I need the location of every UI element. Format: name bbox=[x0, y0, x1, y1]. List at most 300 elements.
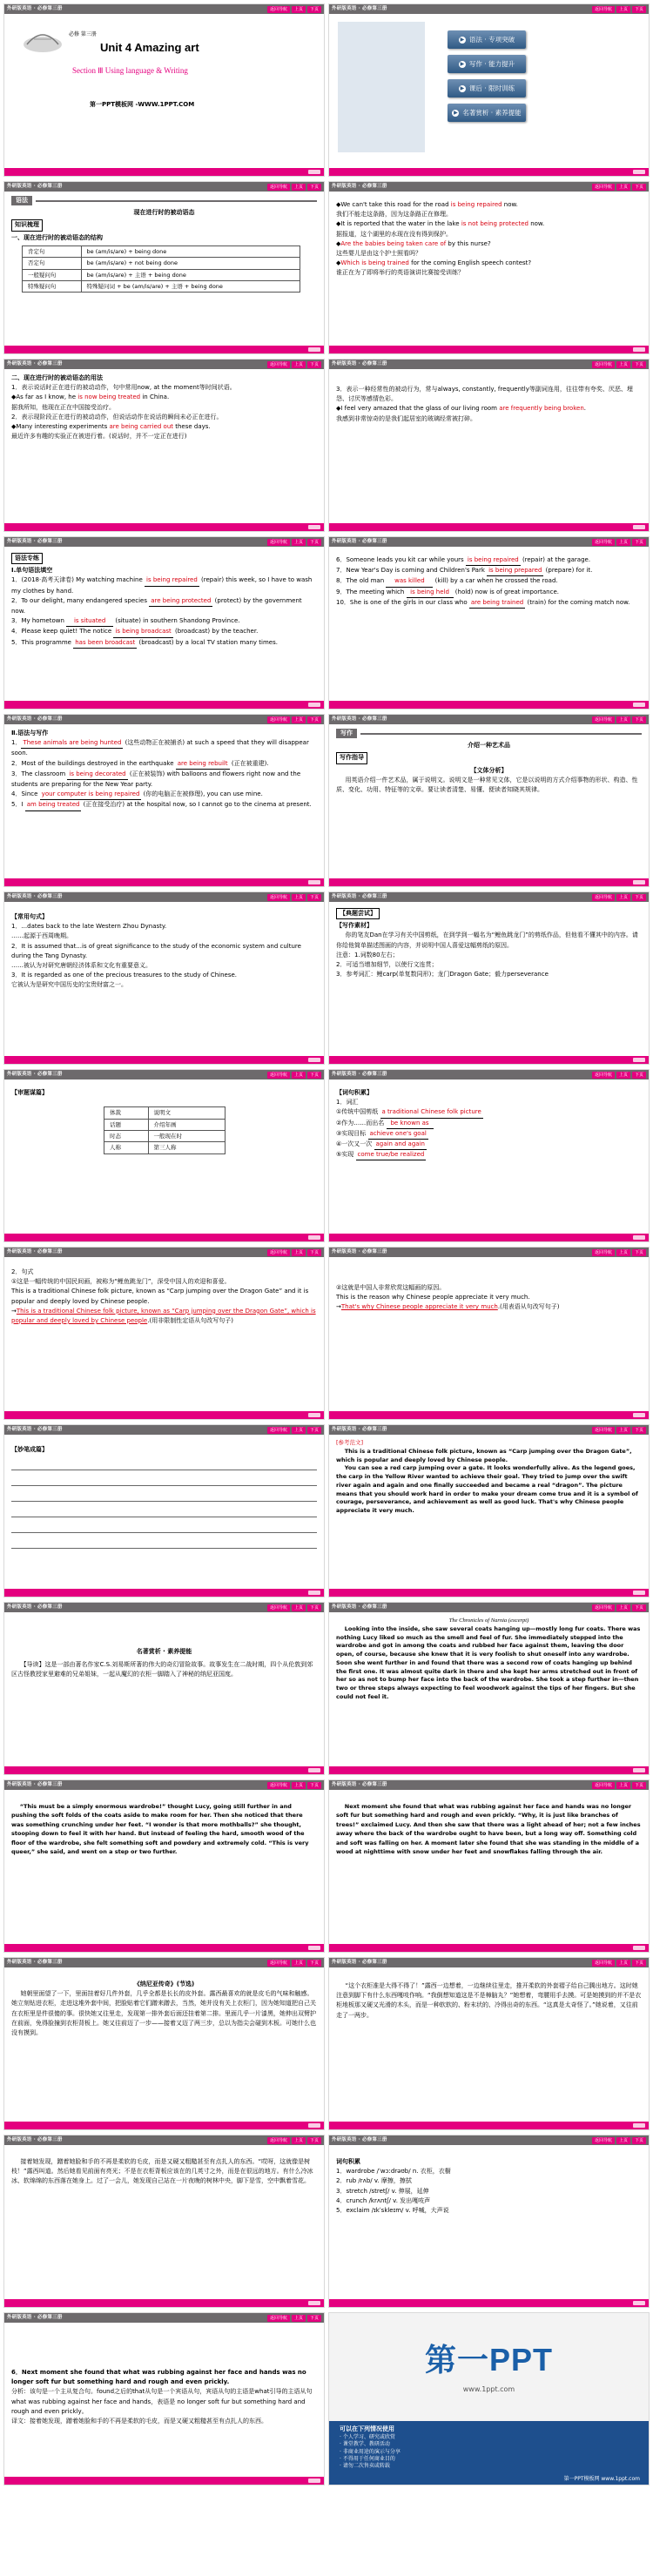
bottom-bar bbox=[329, 523, 649, 531]
menu-practice[interactable] bbox=[448, 79, 526, 98]
prev-page-button[interactable]: 上页 bbox=[292, 539, 306, 546]
usage-point: 2．表示现阶段正在进行的被动动作，但说话动作在说话的瞬间未必正在进行。 bbox=[11, 413, 223, 420]
back-nav-button[interactable]: 返回导航 bbox=[592, 1249, 615, 1256]
usage-line: · 课堂教学、教研活动 bbox=[340, 2441, 390, 2448]
tip-label: [参考范文] bbox=[336, 1439, 364, 1446]
bottom-stripe bbox=[633, 1413, 645, 1417]
top-bar bbox=[329, 537, 649, 547]
text: ◆I feel very amazed that the glass of our living room bbox=[336, 405, 500, 413]
next-page-button[interactable]: 下页 bbox=[632, 1960, 646, 1967]
bottom-bar bbox=[4, 878, 324, 886]
slide-exercise-2 bbox=[328, 536, 650, 710]
heading: Ⅰ.单句语法填空 bbox=[11, 567, 53, 575]
bottom-stripe bbox=[633, 525, 645, 529]
prev-page-button[interactable]: 上页 bbox=[292, 1960, 306, 1967]
prev-page-button[interactable]: 上页 bbox=[292, 716, 306, 723]
bottom-stripe bbox=[633, 1235, 645, 1240]
header-title: 外研版英语 · 必修第三册 bbox=[332, 1782, 387, 1788]
word-item: 1．wardrobe /ˈwɔːdrəʊb/ n. 衣柜，衣橱 bbox=[336, 2168, 451, 2176]
text: (kill) by a car when he crossed the road. bbox=[433, 577, 558, 585]
next-page-button[interactable]: 下页 bbox=[307, 894, 321, 901]
header-title: 外研版英语 · 必修第三册 bbox=[7, 894, 63, 900]
slide-sentence-analysis bbox=[3, 2312, 325, 2485]
text: (broadcast) by a local TV station many times. bbox=[137, 638, 278, 646]
prev-page-button[interactable]: 上页 bbox=[616, 1782, 630, 1789]
note-line: 3．参考词汇：鲤carp(单复数同形)；龙门Dragon Gate；毅力perseverance bbox=[336, 971, 549, 979]
heading: 名著赏析 · 素养提能 bbox=[136, 1648, 192, 1655]
next-page-button[interactable]: 下页 bbox=[632, 1782, 646, 1789]
back-nav-button[interactable]: 返回导航 bbox=[267, 2137, 290, 2144]
prev-page-button[interactable]: 上页 bbox=[616, 184, 630, 191]
back-nav-button[interactable]: 返回导航 bbox=[592, 539, 615, 546]
top-bar bbox=[329, 1248, 649, 1257]
back-nav-button[interactable]: 返回导航 bbox=[592, 361, 615, 368]
slide-common-sentences bbox=[3, 891, 325, 1065]
text: (正在接受治疗) at the hospital now, so I cannot go to the cinema at present. bbox=[81, 801, 312, 809]
text: (你的电脑正在被修理), you can use mine. bbox=[141, 790, 263, 798]
section-subtitle: 现在进行时的被动语态 bbox=[133, 209, 195, 217]
answer: This is a traditional Chinese folk picture, known as “Carp jumping over the Dragon Gate”, which is popular and deeply loved by Chinese people bbox=[11, 1307, 316, 1324]
text: (repair) this week, so I have to wash my clothes by hand. bbox=[11, 576, 313, 595]
prev-page-button[interactable]: 上页 bbox=[616, 1604, 630, 1611]
prev-page-button[interactable]: 上页 bbox=[292, 2315, 306, 2322]
pattern-translation: 它被认为是研究中国历史的宝贵财富之一。 bbox=[11, 981, 127, 989]
top-bar bbox=[4, 2313, 324, 2323]
text: in China. bbox=[140, 393, 170, 401]
prev-page-button[interactable]: 上页 bbox=[616, 6, 630, 13]
menu-writing[interactable] bbox=[448, 55, 526, 73]
header-title: 外研版英语 · 必修第三册 bbox=[332, 2137, 387, 2143]
bottom-bar bbox=[329, 701, 649, 709]
back-nav-button[interactable]: 返回导航 bbox=[267, 1249, 290, 1256]
prev-page-button[interactable]: 上页 bbox=[616, 539, 630, 546]
prev-page-button[interactable]: 上页 bbox=[292, 1427, 306, 1434]
text: 3．My hometown bbox=[11, 617, 67, 625]
back-nav-button[interactable]: 返回导航 bbox=[267, 1960, 290, 1967]
example-translation: 我感到非常惊奇的是我们起居室的玻璃经常被打碎。 bbox=[336, 414, 476, 422]
translation-text: 译文：接着她发现，蹭着她脸和手的不再是柔软的毛皮，而是又硬又粗糙甚至有点扎人的东西。 bbox=[11, 2417, 267, 2425]
text: .(用非限制性定语从句改写句子) bbox=[147, 1316, 233, 1324]
paragraph: 你的笔友Dan在学习有关中国剪纸，在到学到一幅名为“鲤鱼跳龙门”的剪纸作品，但他看不懂其中的内容。请你给他简单描述图画的内容，并说明中国人喜爱这幅剪纸的原因。 bbox=[336, 932, 638, 949]
answer-blank: are being trained bbox=[469, 598, 525, 609]
writing-line[interactable] bbox=[11, 1502, 317, 1517]
back-nav-button[interactable]: 返回导航 bbox=[267, 1782, 290, 1789]
next-page-button[interactable]: 下页 bbox=[307, 2315, 321, 2322]
bottom-bar bbox=[329, 2122, 649, 2129]
sentence-en: 6．Next moment she found that what was rubbing against her face and hands was no longer soft fur but something hard and rough and even prickly. bbox=[11, 2369, 306, 2386]
prev-page-button[interactable]: 上页 bbox=[616, 2137, 630, 2144]
text: 4．Please keep quiet! The notice bbox=[11, 628, 114, 636]
text: now. bbox=[528, 220, 545, 228]
next-page-button[interactable]: 下页 bbox=[632, 716, 646, 723]
example-sentence bbox=[11, 393, 317, 402]
tip-label: 【审题谋篇】 bbox=[11, 1089, 48, 1096]
site-logo: 第一PPT bbox=[424, 2341, 553, 2378]
slide-reading-1 bbox=[328, 1602, 650, 1775]
bottom-bar bbox=[4, 1056, 324, 1064]
writing-line[interactable] bbox=[11, 1486, 317, 1502]
answer-blank: These animals are being hunted bbox=[21, 738, 123, 749]
back-nav-button[interactable]: 返回导航 bbox=[592, 894, 615, 901]
next-page-button[interactable]: 下页 bbox=[307, 1604, 321, 1611]
prev-page-button[interactable]: 上页 bbox=[616, 1249, 630, 1256]
top-bar bbox=[4, 1603, 324, 1612]
back-nav-button[interactable]: 返回导航 bbox=[267, 894, 290, 901]
prev-page-button[interactable]: 上页 bbox=[292, 361, 306, 368]
text: 9．The meeting which bbox=[336, 588, 407, 595]
text: (prepare) for it. bbox=[543, 567, 593, 575]
text: ◆ bbox=[336, 239, 341, 247]
pattern-translation: ……起源于西周晚期。 bbox=[11, 932, 72, 940]
text: 4．Since bbox=[11, 790, 40, 798]
header-title: 外研版英语 · 必修第三册 bbox=[7, 1782, 63, 1788]
header-title: 外研版英语 · 必修第三册 bbox=[332, 1960, 387, 1966]
answer-blank: come true/be realized bbox=[356, 1150, 427, 1160]
writing-line[interactable] bbox=[11, 1455, 317, 1470]
back-nav-button[interactable]: 返回导航 bbox=[267, 184, 290, 191]
text: 6．Someone leads you kit car while yours bbox=[336, 556, 466, 563]
site-label: 第一PPT模板网 -WWW.1PPT.COM bbox=[90, 101, 195, 108]
header-title: 外研版英语 · 必修第三册 bbox=[7, 184, 63, 190]
analysis-text: 分析：该句是一个主从复合句。found之后的that从句是一个宾语从句，宾语从句的主语是what引导的主语从句 what was rubbing against her face and hands，表语是 no longer soft fur but something hard and rough and even prickly。 bbox=[11, 2388, 313, 2415]
back-nav-button[interactable]: 返回导航 bbox=[592, 1782, 615, 1789]
prev-page-button[interactable]: 上页 bbox=[616, 894, 630, 901]
text: 3．The classroom bbox=[11, 770, 68, 777]
menu-decor-panel bbox=[338, 22, 425, 152]
next-page-button[interactable]: 下页 bbox=[632, 6, 646, 13]
next-page-button[interactable]: 下页 bbox=[307, 361, 321, 368]
prev-page-button[interactable]: 上页 bbox=[292, 184, 306, 191]
top-bar bbox=[329, 1958, 649, 1967]
paragraph: 她朝里面望了一下，里面挂着好几件外套，几乎全都是长长的皮外套。露西最喜欢的就是皮毛的气味和触感。她立刻钻进衣柜，走进这堆外套中间，把脸贴着它们蹭来蹭去，当然，她并没有关上衣柜门，因为她知道把自己关在衣柜里是件很傻的事。很快她又往里走，发现第一排外套后面还挂着第二排。里面几乎一片漆黑，她伸出双臂护在前面，免得脸撞到衣柜背板上。她又往前迈了一步——接着又迈了两三步，总以为指尖会碰到木板。可她什么也没有摸到。 bbox=[11, 1990, 316, 2036]
top-bar bbox=[329, 1425, 649, 1435]
bottom-stripe bbox=[308, 2301, 320, 2305]
tip-label: 【典题尝试】 bbox=[336, 908, 380, 919]
back-nav-button[interactable]: 返回导航 bbox=[592, 184, 615, 191]
prev-page-button[interactable]: 上页 bbox=[616, 1960, 630, 1967]
slide-cover bbox=[3, 3, 325, 177]
back-nav-button[interactable]: 返回导航 bbox=[592, 1960, 615, 1967]
cell: 第三人称 bbox=[148, 1142, 225, 1153]
bottom-bar bbox=[329, 1944, 649, 1952]
back-nav-button[interactable]: 返回导航 bbox=[592, 6, 615, 13]
example-translation: 谁正在为了即将举行的英语演讲比赛接受训练？ bbox=[336, 269, 464, 277]
prev-page-button[interactable]: 上页 bbox=[616, 716, 630, 723]
exercise-item bbox=[11, 738, 317, 758]
back-nav-button[interactable]: 返回导航 bbox=[592, 2137, 615, 2144]
header-title: 外研版英语 · 必修第三册 bbox=[7, 1604, 63, 1611]
top-bar bbox=[4, 4, 324, 14]
slide-model-essay bbox=[328, 1424, 650, 1597]
top-bar bbox=[329, 715, 649, 724]
prev-page-button[interactable]: 上页 bbox=[292, 6, 306, 13]
answer: That's why Chinese people appreciate it very much bbox=[340, 1303, 498, 1311]
back-nav-button[interactable]: 返回导航 bbox=[592, 1072, 615, 1079]
bottom-stripe bbox=[308, 1235, 320, 1240]
next-page-button[interactable]: 下页 bbox=[307, 1960, 321, 1967]
answer-blank: a traditional Chinese folk picture bbox=[380, 1107, 483, 1118]
back-nav-button[interactable]: 返回导航 bbox=[267, 6, 290, 13]
answer-blank: is being repaired bbox=[466, 555, 521, 566]
table-row bbox=[104, 1130, 226, 1141]
header-title: 外研版英语 · 必修第三册 bbox=[332, 1249, 387, 1255]
slide-translation-1 bbox=[3, 1957, 325, 2130]
slide-reading-3 bbox=[328, 1779, 650, 1953]
text: ◆As far as I know, he bbox=[11, 393, 78, 401]
back-nav-button[interactable]: 返回导航 bbox=[267, 2315, 290, 2322]
header-title: 外研版英语 · 必修第三册 bbox=[7, 1249, 63, 1255]
answer-blank: be known as bbox=[387, 1119, 434, 1129]
cell: be (am/is/are) + 主语 + being done bbox=[81, 269, 300, 280]
next-page-button[interactable]: 下页 bbox=[307, 1427, 321, 1434]
text: 2．To our delight, many endangered species bbox=[11, 596, 150, 604]
bottom-bar bbox=[4, 2122, 324, 2129]
header-title: 外研版英语 · 必修第三册 bbox=[332, 1604, 387, 1611]
bottom-stripe bbox=[633, 170, 645, 174]
next-page-button[interactable]: 下页 bbox=[307, 539, 321, 546]
next-page-button[interactable]: 下页 bbox=[632, 894, 646, 901]
answer-blank: is being held bbox=[407, 588, 454, 598]
paragraph: You can see a red carp jumping over a gate. It looks wonderfully alive. As the legend goes, the carp in the Yellow River wanted to achieve their goal. They tried to jump over the swift river again and again and one finally succeeded and became a real “dragon”. The picture means that you should work hard in order to make your dream come true and it is a symbol of courage, perseverance, and achievement as well as good luck. That's why Chinese people appreciate it very much. bbox=[336, 1464, 638, 1514]
slide-usage-2 bbox=[328, 359, 650, 532]
bottom-bar bbox=[4, 346, 324, 353]
writing-line[interactable] bbox=[11, 1533, 317, 1549]
text: 2．Most of the buildings destroyed in the earthquake bbox=[11, 759, 176, 767]
vocab-item bbox=[336, 1150, 642, 1160]
text: these days. bbox=[173, 422, 211, 430]
play-icon: ▶ bbox=[460, 84, 465, 91]
bottom-stripe bbox=[308, 1413, 320, 1417]
tip-label: 【常用句式】 bbox=[11, 913, 48, 920]
exercise-item bbox=[11, 770, 317, 790]
answer: are frequently being broken bbox=[499, 405, 584, 413]
bottom-bar bbox=[4, 1589, 324, 1597]
word-item: 2．rub /rʌb/ v. 摩擦，擦拭 bbox=[336, 2177, 412, 2185]
prev-page-button[interactable]: 上页 bbox=[292, 894, 306, 901]
header-title: 外研版英语 · 必修第三册 bbox=[332, 1072, 387, 1078]
top-bar bbox=[329, 360, 649, 369]
text: (这些动物正在被捕杀) at such a speed that they will disappear soon. bbox=[11, 739, 309, 757]
back-nav-button[interactable]: 返回导航 bbox=[592, 1427, 615, 1434]
text: (train) for the coming match now. bbox=[525, 598, 630, 606]
slide-vocabulary bbox=[328, 1069, 650, 1242]
top-bar bbox=[329, 182, 649, 192]
bottom-bar bbox=[4, 1411, 324, 1419]
next-page-button[interactable]: 下页 bbox=[307, 716, 321, 723]
top-bar bbox=[4, 1958, 324, 1967]
bottom-stripe bbox=[633, 1768, 645, 1772]
prev-page-button[interactable]: 上页 bbox=[616, 361, 630, 368]
top-bar bbox=[4, 715, 324, 724]
bottom-stripe bbox=[633, 880, 645, 884]
slide-writing-intro bbox=[328, 714, 650, 887]
exercise-item bbox=[11, 638, 317, 649]
vocab-item bbox=[336, 1107, 642, 1118]
answer-blank: has been broadcast bbox=[73, 638, 137, 649]
text: ◆We can't take this road for the road bbox=[336, 201, 451, 208]
next-page-button[interactable]: 下页 bbox=[632, 1072, 646, 1079]
play-icon: ▶ bbox=[454, 109, 458, 116]
tip-label: 语法专练 bbox=[11, 553, 43, 564]
slide-exercise-3 bbox=[3, 714, 325, 887]
example-sentence bbox=[336, 404, 642, 414]
paragraph: This is a traditional Chinese folk picture, known as “Carp jumping over the Dragon Gate”, which is popular and deeply loved by Chinese people. bbox=[336, 1447, 632, 1463]
slide-sentences-2 bbox=[328, 1247, 650, 1420]
cell: 一般现在时 bbox=[148, 1130, 225, 1141]
prev-page-button[interactable]: 上页 bbox=[292, 1072, 306, 1079]
answer-blank: again and again bbox=[374, 1140, 427, 1150]
answer-blank: am being treated bbox=[25, 800, 82, 810]
next-page-button[interactable]: 下页 bbox=[307, 1072, 321, 1079]
cell: 体裁 bbox=[104, 1107, 149, 1119]
section-tag: 写作 bbox=[336, 729, 357, 738]
prev-page-button[interactable]: 上页 bbox=[616, 1072, 630, 1079]
bottom-bar bbox=[329, 1056, 649, 1064]
bottom-stripe bbox=[308, 347, 320, 352]
cell: 特殊疑问词 + be (am/is/are) + 主语 + being done bbox=[81, 280, 300, 292]
prev-page-button[interactable]: 上页 bbox=[616, 1427, 630, 1434]
next-page-button[interactable]: 下页 bbox=[632, 1604, 646, 1611]
cell: 肯定句 bbox=[23, 245, 82, 257]
text: (protect) by the government now. bbox=[11, 596, 302, 615]
exercise-item bbox=[11, 596, 317, 616]
text: ④一次又一次 bbox=[336, 1140, 374, 1147]
top-bar bbox=[4, 1780, 324, 1790]
next-page-button[interactable]: 下页 bbox=[632, 184, 646, 191]
slide-writing-task bbox=[328, 891, 650, 1065]
usage-footer: 第一PPT模板网 www.1ppt.com bbox=[563, 2475, 640, 2482]
next-page-button[interactable]: 下页 bbox=[307, 184, 321, 191]
answer-blank: is being repaired bbox=[145, 575, 199, 586]
cell: 特殊疑问句 bbox=[23, 280, 82, 292]
text: ◆Many interesting experiments bbox=[11, 422, 110, 430]
sentence-pattern: 2．It is assumed that...is of great significance to the study of the economic system and culture during the Tang Dynasty. bbox=[11, 942, 301, 959]
slide-word-list bbox=[328, 2135, 650, 2308]
writing-line[interactable] bbox=[11, 1517, 317, 1533]
bottom-stripe bbox=[633, 1058, 645, 1062]
bottom-stripe bbox=[308, 1058, 320, 1062]
answer-blank: are being protected bbox=[149, 596, 212, 607]
back-nav-button[interactable]: 返回导航 bbox=[267, 1604, 290, 1611]
menu-label: 名著赏析 · 素养提能 bbox=[462, 108, 522, 117]
menu-classics[interactable] bbox=[448, 104, 526, 122]
next-page-button[interactable]: 下页 bbox=[307, 2137, 321, 2144]
bottom-bar bbox=[4, 701, 324, 709]
slide-grammar-structure bbox=[3, 181, 325, 354]
bottom-stripe bbox=[308, 2478, 320, 2483]
top-bar bbox=[4, 1248, 324, 1257]
cell: 时态 bbox=[104, 1130, 149, 1141]
word-item: 5．exclaim /ɪkˈskleɪm/ v. 呼喊，大声说 bbox=[336, 2206, 449, 2214]
next-page-button[interactable]: 下页 bbox=[632, 1427, 646, 1434]
cell: 否定句 bbox=[23, 258, 82, 269]
logo-area bbox=[329, 2313, 649, 2418]
top-bar bbox=[329, 4, 649, 14]
usage-line: · 个人学习、研究或欣赏 bbox=[340, 2433, 395, 2440]
back-nav-button[interactable]: 返回导航 bbox=[267, 716, 290, 723]
rewrite-line bbox=[11, 1307, 317, 1326]
section-subtitle: 介绍一种艺术品 bbox=[468, 742, 510, 750]
header-title: 外研版英语 · 必修第三册 bbox=[7, 2315, 63, 2321]
example-translation: 我们不能走这条路，因为这条路正在修理。 bbox=[336, 211, 452, 219]
note-line: 注意：1.词数80左右； bbox=[336, 951, 399, 958]
next-page-button[interactable]: 下页 bbox=[307, 6, 321, 13]
bottom-stripe bbox=[308, 2123, 320, 2128]
cell: be (am/is/are) + being done bbox=[81, 245, 300, 257]
bottom-stripe bbox=[633, 2301, 645, 2305]
next-page-button[interactable]: 下页 bbox=[307, 1782, 321, 1789]
next-page-button[interactable]: 下页 bbox=[632, 539, 646, 546]
prev-page-button[interactable]: 上页 bbox=[292, 1249, 306, 1256]
slide-usage-1 bbox=[3, 359, 325, 532]
next-page-button[interactable]: 下页 bbox=[307, 1249, 321, 1256]
text: .(用表语从句改写句子) bbox=[497, 1303, 560, 1311]
prev-page-button[interactable]: 上页 bbox=[292, 1604, 306, 1611]
header-title: 外研版英语 · 必修第三册 bbox=[332, 1427, 387, 1433]
header-title: 外研版英语 · 必修第三册 bbox=[7, 2137, 63, 2143]
answer: are being carried out bbox=[109, 422, 173, 430]
answer: is being repaired bbox=[450, 201, 502, 208]
header-title: 外研版英语 · 必修第三册 bbox=[332, 894, 387, 900]
menu-grammar[interactable] bbox=[448, 30, 526, 49]
back-nav-button[interactable]: 返回导航 bbox=[267, 539, 290, 546]
analysis-table bbox=[104, 1106, 226, 1154]
exercise-item bbox=[336, 555, 642, 566]
vocab-item bbox=[336, 1140, 642, 1150]
play-icon: ▶ bbox=[460, 60, 465, 67]
exercise-item bbox=[11, 627, 317, 637]
text: 8．The old man bbox=[336, 577, 387, 585]
site-url: www.1ppt.com bbox=[462, 2384, 515, 2393]
text: 7．New Year's Day is coming and Children's Park bbox=[336, 567, 488, 575]
back-nav-button[interactable]: 返回导航 bbox=[592, 1604, 615, 1611]
prev-page-button[interactable]: 上页 bbox=[292, 2137, 306, 2144]
next-page-button[interactable]: 下页 bbox=[632, 1249, 646, 1256]
rewrite-line bbox=[336, 1302, 642, 1312]
arrow: → bbox=[336, 1303, 341, 1311]
text: 10．She is one of the girls in our class who bbox=[336, 598, 469, 606]
heading: Ⅱ.语法与写作 bbox=[11, 730, 49, 736]
cell: 话题 bbox=[104, 1119, 149, 1130]
section-line bbox=[360, 733, 642, 735]
back-nav-button[interactable]: 返回导航 bbox=[267, 1072, 290, 1079]
next-page-button[interactable]: 下页 bbox=[632, 2137, 646, 2144]
note-line: 2．可适当增加细节，以使行文连贯； bbox=[336, 960, 438, 968]
answer: is now being treated bbox=[77, 393, 141, 401]
next-page-button[interactable]: 下页 bbox=[632, 361, 646, 368]
answer-blank: is being decorated bbox=[67, 770, 127, 780]
back-nav-button[interactable]: 返回导航 bbox=[267, 361, 290, 368]
bottom-stripe bbox=[633, 347, 645, 352]
usage-line: · 请勿二次售卖或转载 bbox=[340, 2463, 390, 2470]
writing-line[interactable] bbox=[11, 1470, 317, 1486]
back-nav-button[interactable]: 返回导航 bbox=[592, 716, 615, 723]
bottom-bar bbox=[4, 1944, 324, 1952]
section-title: Section Ⅲ Using language & Writing bbox=[72, 66, 188, 75]
top-bar bbox=[329, 1780, 649, 1790]
back-nav-button[interactable]: 返回导航 bbox=[267, 1427, 290, 1434]
reading-title: 《纳尼亚传奇》(节选) bbox=[133, 1981, 195, 1987]
top-bar bbox=[329, 1603, 649, 1612]
answer-blank: was killed bbox=[386, 576, 433, 587]
usage-line: · 不得用于任何商业目的 bbox=[340, 2455, 395, 2462]
paragraph: “这个衣柜准是大得不得了！”露西一边想着，一边继续往里走，推开柔软的外套褶子给自己腾出地方。这时她注意到脚下有什么东西嘎吱作响。“我倒想知道这是不是樟脑丸？”她想着，弯腰用手去摸。可是她摸到的并不是衣柜地板那又硬又光滑的木头，而是一种软软的、粉末状的、冷得出奇的东西。“这真是太奇怪了。”她说着，又往前走了一两步。 bbox=[336, 1982, 642, 2019]
header-title: 外研版英语 · 必修第三册 bbox=[7, 1072, 63, 1078]
prev-page-button[interactable]: 上页 bbox=[292, 1782, 306, 1789]
header-title: 外研版英语 · 必修第三册 bbox=[332, 716, 387, 723]
slide-classics-intro bbox=[3, 1602, 325, 1775]
answer: is not being protected bbox=[461, 220, 528, 228]
